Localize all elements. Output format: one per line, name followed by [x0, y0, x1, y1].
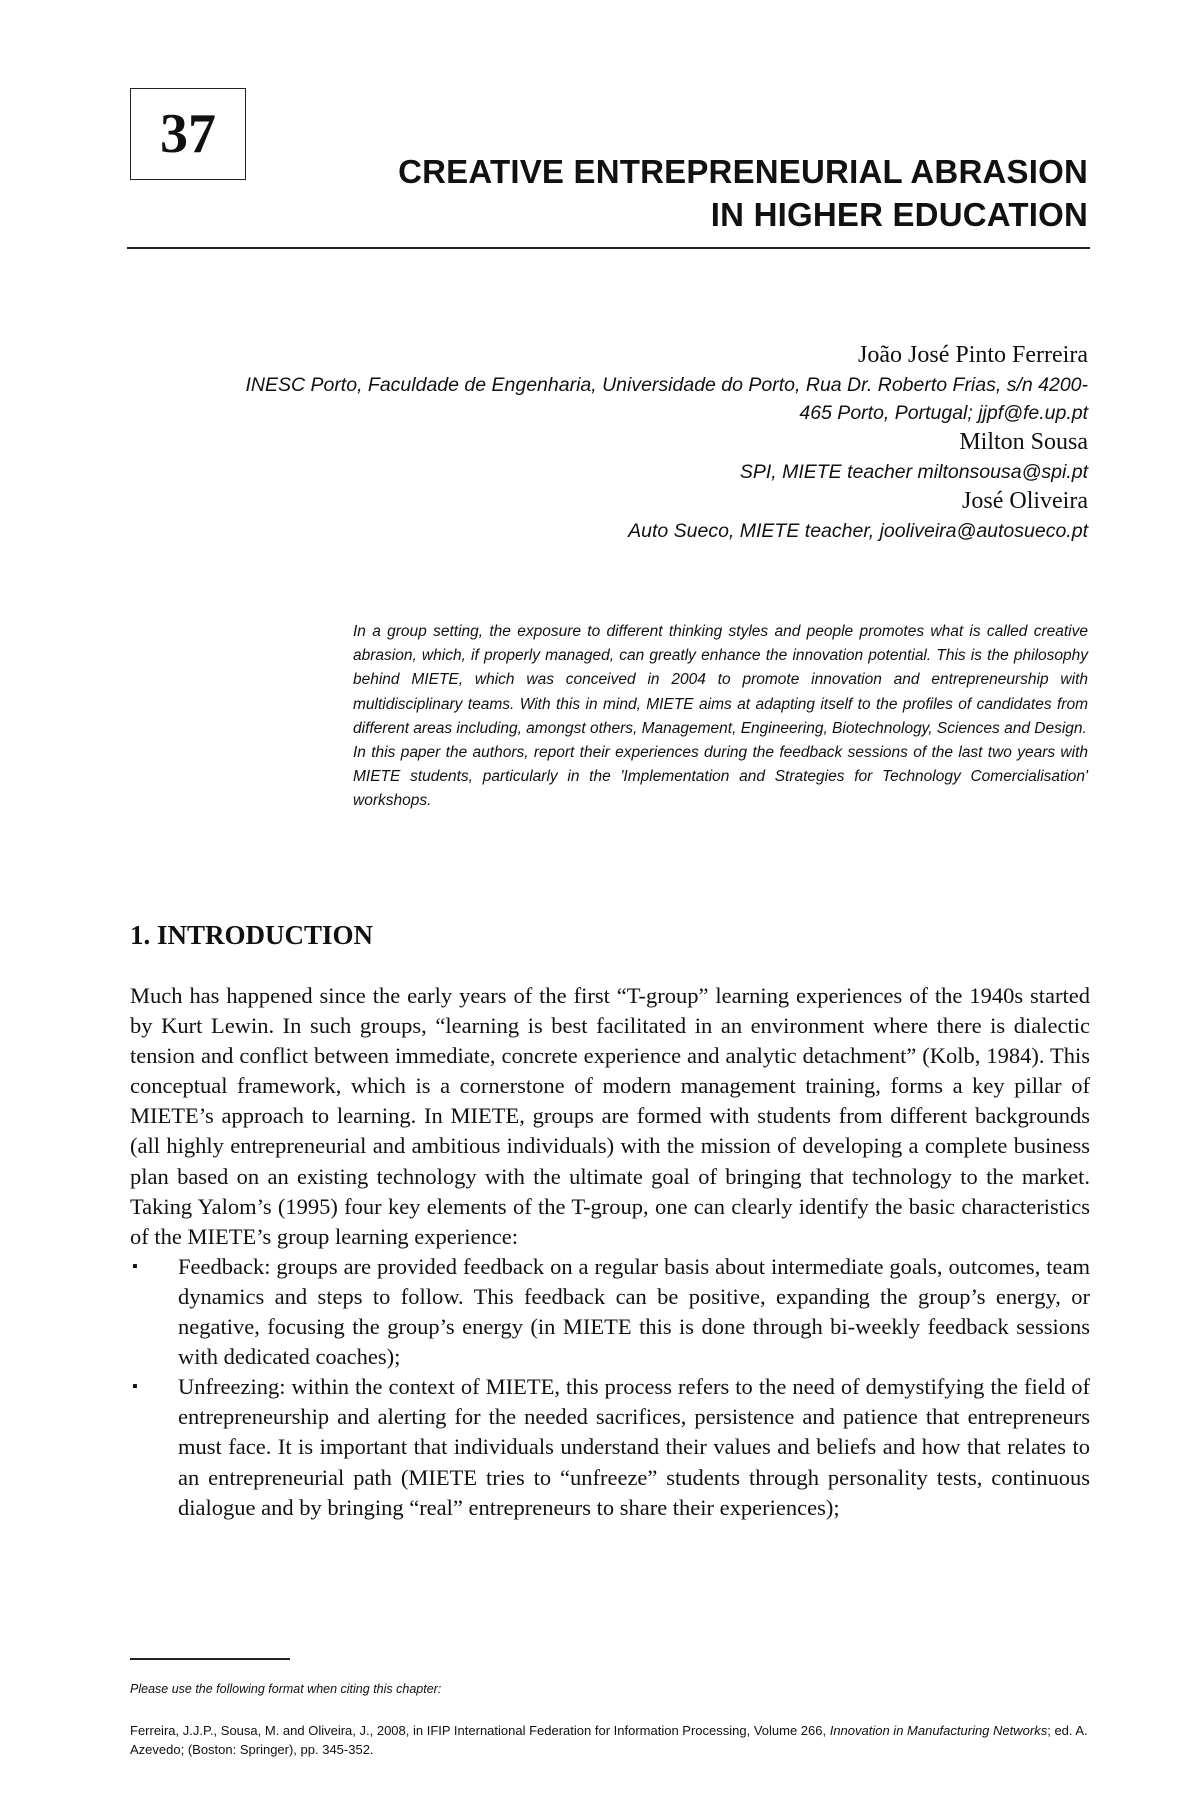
author-affiliation-cont: 465 Porto, Portugal; jjpf@fe.up.pt [799, 402, 1088, 424]
bullet-list [130, 1252, 1090, 1523]
author-3 [108, 486, 1088, 545]
bullet-item-feedback [130, 1252, 1090, 1372]
citation-text: Ferreira, J.J.P., Sousa, M. and Oliveira, J., 2008, in IFIP International Federation for Information Processing, Volume 266, [130, 1723, 830, 1738]
author-1 [108, 340, 1088, 427]
footnote-divider [130, 1658, 290, 1660]
bullet-text: Feedback: groups are provided feedback on a regular basis about intermediate goals, outcomes, team dynamics and steps to follow. This feedback can be positive, expanding the group’s energy, or negative, focusing the group’s energy (in MIETE this is done through bi-weekly feedback sessions with dedicated coaches); [178, 1253, 1090, 1370]
bullet-marker: ▪ [132, 1257, 138, 1275]
author-name: José Oliveira [962, 488, 1088, 514]
abstract [353, 620, 1088, 814]
author-name: Milton Sousa [959, 429, 1088, 455]
chapter-number: 37 [160, 103, 216, 165]
title-line-1: CREATIVE ENTREPRENEURIAL ABRASION [398, 153, 1088, 190]
bullet-text: Unfreezing: within the context of MIETE, this process refers to the need of demystifying the field of entrepreneurship and alerting for the needed sacrifices, persistence and patience that entrepreneurs must face. It is important that individuals understand their values and beliefs and how that relates to an entrepreneurial path (MIETE tries to “unfreeze” students through personality tests, continuous dialogue and by bringing “real” entrepreneurs to share their experiences); [178, 1374, 1090, 1520]
chapter-title [188, 150, 1088, 236]
author-name: João José Pinto Ferreira [858, 342, 1088, 368]
body-text [130, 981, 1090, 1523]
author-block [108, 340, 1088, 545]
abstract-paragraph-2: In this paper the authors, report their experiences during the feedback sessions of the last two years with MIETE students, particularly in the 'Implementation and Strategies for Technology Comercialisation' workshops. [353, 744, 1088, 810]
citation-text-end: ; ed. A. Azevedo; (Boston: Springer), pp. 345-352. [130, 1723, 1088, 1757]
body-paragraph-1: Much has happened since the early years of the first “T-group” learning experiences of the 1940s started by Kurt Lewin. In such groups, “learning is best facilitated in an environment where there is dialectic tension and conflict between immediate, concrete experience and analytic detachment” (Kolb, 1984). This conceptual framework, which is a cornerstone of modern management training, forms a key pillar of MIETE’s approach to learning. In MIETE, groups are formed with students from different backgrounds (all highly entrepreneurial and ambitious individuals) with the mission of developing a complete business plan based on an existing technology with the ultimate goal of bringing that technology to the market. Taking Yalom’s (1995) four key elements of the T-group, one can clearly identify the basic characteristics of the MIETE’s group learning experience: [130, 983, 1090, 1249]
author-affiliation: SPI, MIETE teacher miltonsousa@spi.pt [739, 461, 1088, 483]
abstract-paragraph-1: In a group setting, the exposure to different thinking styles and people promotes what is called creative abrasion, which, if properly managed, can greatly enhance the innovation potential. This is the philosophy behind MIETE, which was conceived in 2004 to promote innovation and entrepreneurship with multidisciplinary teams. With this in mind, MIETE aims at adapting itself to the profiles of candidates from different areas including, amongst others, Management, Engineering, Biotechnology, Sciences and Design. [353, 623, 1088, 737]
title-divider [127, 247, 1090, 249]
citation-book-title: Innovation in Manufacturing Networks [829, 1723, 1048, 1738]
citation-reference [130, 1721, 1090, 1759]
bullet-item-unfreezing [130, 1372, 1090, 1522]
title-line-2: IN HIGHER EDUCATION [710, 196, 1088, 233]
author-affiliation: Auto Sueco, MIETE teacher, jooliveira@autosueco.pt [628, 520, 1088, 542]
section-heading: 1. INTRODUCTION [130, 920, 374, 950]
author-affiliation: INESC Porto, Faculdade de Engenharia, Universidade do Porto, Rua Dr. Roberto Frias, s/n 4200- [245, 374, 1088, 396]
citation-note: Please use the following format when citing this chapter: [130, 1682, 442, 1696]
author-2 [108, 427, 1088, 486]
bullet-marker: ▪ [132, 1378, 138, 1396]
